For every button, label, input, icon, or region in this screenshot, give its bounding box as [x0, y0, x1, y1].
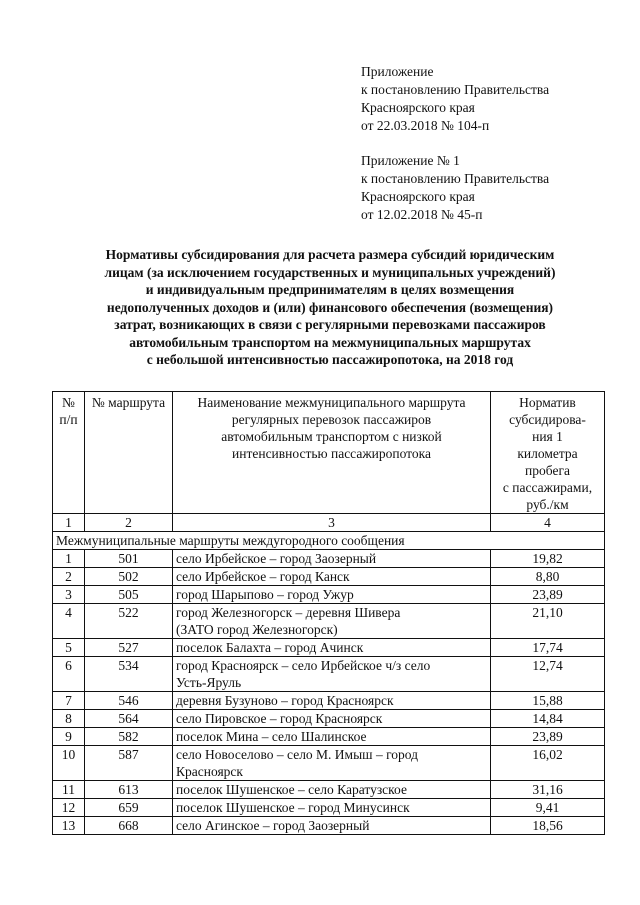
subsidy-rate: 15,88 [491, 692, 605, 710]
route-name: село Новоселово – село М. Имыш – город Красноярск [173, 746, 491, 781]
route-number: 527 [85, 639, 173, 657]
column-number: 4 [491, 514, 605, 532]
route-name: город Железногорск – деревня Шивера (ЗАТО город Железногорск) [173, 604, 491, 639]
route-name: село Ирбейское – город Заозерный [173, 550, 491, 568]
title-line: и индивидуальным предпринимателям в целях возмещения [145, 282, 515, 297]
subsidy-rate: 12,74 [491, 657, 605, 692]
route-name: город Красноярск – село Ирбейское ч/з село Усть-Яруль [173, 657, 491, 692]
row-index: 8 [53, 710, 85, 728]
header-index: № п/п [53, 392, 85, 514]
subsidy-rate: 9,41 [491, 799, 605, 817]
table-header-row [53, 392, 605, 514]
route-number: 502 [85, 568, 173, 586]
table-row [53, 692, 605, 710]
table-row [53, 568, 605, 586]
column-number: 1 [53, 514, 85, 532]
column-number: 2 [85, 514, 173, 532]
section-row [53, 532, 605, 550]
subsidy-rate: 8,80 [491, 568, 605, 586]
subsidy-rate: 16,02 [491, 746, 605, 781]
table-row [53, 586, 605, 604]
route-number: 564 [85, 710, 173, 728]
subsidy-rate: 18,56 [491, 817, 605, 835]
title-line: с небольшой интенсивностью пассажиропотока, на 2018 год [146, 352, 514, 367]
appendix-line: Приложение [361, 64, 434, 79]
appendix-line: к постановлению Правительства [361, 82, 550, 97]
appendix-line: от 22.03.2018 № 104-п [361, 118, 490, 133]
section-title: Межмуниципальные маршруты междугородного сообщения [53, 532, 605, 550]
route-name: поселок Шушенское – село Каратузское [173, 781, 491, 799]
row-index: 7 [53, 692, 85, 710]
route-name: город Шарыпово – город Ужур [173, 586, 491, 604]
route-name: село Пировское – город Красноярск [173, 710, 491, 728]
header-route-name: Наименование межмуниципального маршрута регулярных перевозок пассажиров автомобильным транспортом с низкой интенсивностью пассажиропотока [173, 392, 491, 514]
route-number: 546 [85, 692, 173, 710]
table-row [53, 781, 605, 799]
route-name: село Ирбейское – город Канск [173, 568, 491, 586]
subsidy-rate: 21,10 [491, 604, 605, 639]
route-number: 613 [85, 781, 173, 799]
table-row [53, 746, 605, 781]
title-line: лицам (за исключением государственных и муниципальных учреждений) [104, 264, 556, 280]
route-number: 582 [85, 728, 173, 746]
subsidy-rate: 31,16 [491, 781, 605, 799]
route-number: 534 [85, 657, 173, 692]
row-index: 6 [53, 657, 85, 692]
appendix-original-header [361, 152, 549, 224]
document-title [60, 246, 600, 369]
row-index: 12 [53, 799, 85, 817]
subsidy-rates-table [52, 391, 605, 835]
route-name: село Агинское – город Заозерный [173, 817, 491, 835]
subsidy-rate: 14,84 [491, 710, 605, 728]
subsidy-rate: 23,89 [491, 586, 605, 604]
appendix-line: Красноярского края [361, 189, 475, 204]
row-index: 2 [53, 568, 85, 586]
appendix-line: Приложение № 1 [361, 153, 460, 168]
table-row [53, 817, 605, 835]
route-name: поселок Мина – село Шалинское [173, 728, 491, 746]
title-line: недополученных доходов и (или) финансового обеспечения (возмещения) [106, 299, 554, 315]
header-rate: Норматив субсидирова- ния 1 километра пробега с пассажирами, руб./км [491, 392, 605, 514]
row-index: 1 [53, 550, 85, 568]
route-number: 659 [85, 799, 173, 817]
row-index: 13 [53, 817, 85, 835]
row-index: 11 [53, 781, 85, 799]
table-row [53, 710, 605, 728]
route-name: поселок Шушенское – город Минусинск [173, 799, 491, 817]
table-body [53, 550, 605, 835]
title-line: Нормативы субсидирования для расчета размера субсидий юридическим [105, 247, 555, 262]
table-row [53, 604, 605, 639]
route-number: 587 [85, 746, 173, 781]
route-number: 505 [85, 586, 173, 604]
appendix-line: от 12.02.2018 № 45-п [361, 207, 483, 222]
subsidy-rate: 17,74 [491, 639, 605, 657]
row-index: 4 [53, 604, 85, 639]
row-index: 3 [53, 586, 85, 604]
column-number: 3 [173, 514, 491, 532]
appendix-current-header [361, 63, 549, 135]
table-row [53, 550, 605, 568]
table-row [53, 799, 605, 817]
route-number: 501 [85, 550, 173, 568]
title-line: автомобильным транспортом на межмуниципальных маршрутах [129, 334, 531, 350]
header-route-number: № маршрута [85, 392, 173, 514]
column-number-row [53, 514, 605, 532]
route-name: деревня Бузуново – город Красноярск [173, 692, 491, 710]
subsidy-rate: 23,89 [491, 728, 605, 746]
table-row [53, 657, 605, 692]
row-index: 9 [53, 728, 85, 746]
table-row [53, 728, 605, 746]
table-row [53, 639, 605, 657]
appendix-line: к постановлению Правительства [361, 171, 550, 186]
route-number: 668 [85, 817, 173, 835]
subsidy-rate: 19,82 [491, 550, 605, 568]
title-line: затрат, возникающих в связи с регулярными перевозками пассажиров [114, 317, 546, 332]
route-name: поселок Балахта – город Ачинск [173, 639, 491, 657]
row-index: 10 [53, 746, 85, 781]
appendix-line: Красноярского края [361, 100, 475, 115]
route-number: 522 [85, 604, 173, 639]
row-index: 5 [53, 639, 85, 657]
